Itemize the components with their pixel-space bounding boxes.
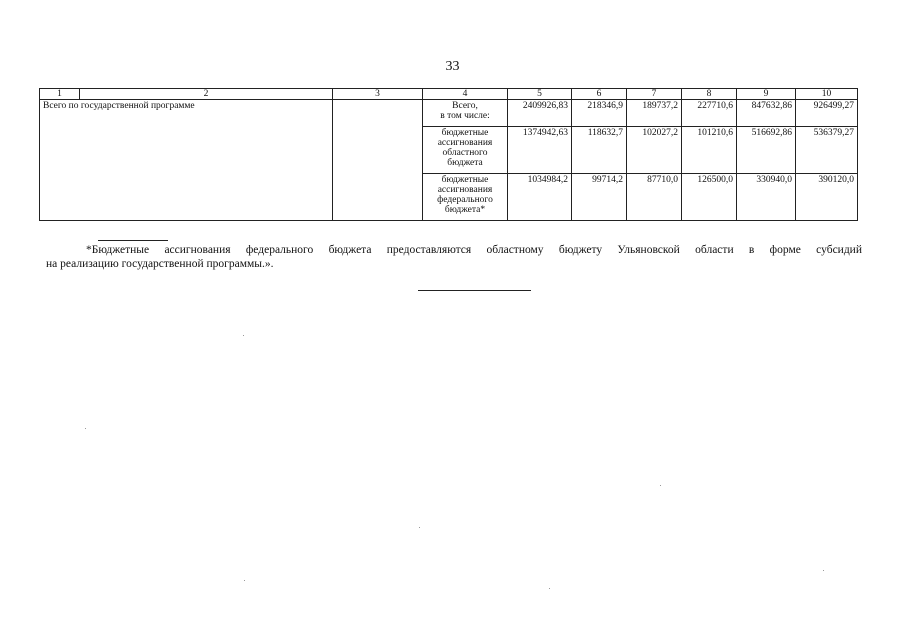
value-cell: 87710,0 bbox=[627, 174, 682, 221]
column-header: 4 bbox=[423, 89, 508, 100]
value-cell: 126500,0 bbox=[682, 174, 737, 221]
value-cell: 227710,6 bbox=[682, 100, 737, 127]
column-header: 8 bbox=[682, 89, 737, 100]
value-cell: 118632,7 bbox=[572, 127, 627, 174]
scan-speck bbox=[419, 527, 420, 528]
row-label: бюджетные ассигнования областного бюджета bbox=[423, 127, 508, 174]
scan-speck bbox=[85, 428, 86, 429]
value-cell: 218346,9 bbox=[572, 100, 627, 127]
scan-speck bbox=[243, 335, 244, 336]
budget-table bbox=[39, 88, 858, 221]
column-header: 7 bbox=[627, 89, 682, 100]
row-title: Всего по государственной программе bbox=[40, 100, 333, 221]
column-header: 2 bbox=[80, 89, 333, 100]
scan-speck bbox=[549, 588, 550, 589]
footnote bbox=[46, 243, 862, 271]
table-header-row bbox=[40, 89, 858, 100]
value-cell: 536379,27 bbox=[796, 127, 858, 174]
value-cell: 101210,6 bbox=[682, 127, 737, 174]
column-header: 3 bbox=[333, 89, 423, 100]
column-header: 5 bbox=[508, 89, 572, 100]
column-header: 1 bbox=[40, 89, 80, 100]
row-label: Всего, в том числе: bbox=[423, 100, 508, 127]
scan-speck bbox=[823, 570, 824, 571]
end-rule bbox=[418, 290, 531, 291]
table-row bbox=[40, 100, 858, 127]
column-header: 10 bbox=[796, 89, 858, 100]
footnote-line: на реализацию государственной программы.». bbox=[46, 258, 274, 270]
value-cell: 330940,0 bbox=[737, 174, 796, 221]
column-header: 6 bbox=[572, 89, 627, 100]
value-cell: 2409926,83 bbox=[508, 100, 572, 127]
value-cell: 102027,2 bbox=[627, 127, 682, 174]
value-cell: 1374942,63 bbox=[508, 127, 572, 174]
row-label: бюджетные ассигнования федерального бюджета* bbox=[423, 174, 508, 221]
page-number: 33 bbox=[445, 59, 460, 74]
value-cell: 99714,2 bbox=[572, 174, 627, 221]
value-cell: 189737,2 bbox=[627, 100, 682, 127]
value-cell: 390120,0 bbox=[796, 174, 858, 221]
value-cell: 1034984,2 bbox=[508, 174, 572, 221]
value-cell: 926499,27 bbox=[796, 100, 858, 127]
empty-cell bbox=[333, 100, 423, 221]
scan-speck bbox=[244, 580, 245, 581]
footnote-line: *Бюджетные ассигнования федерального бюджета предоставляются областному бюджету Ульяновской области в форме субсидий bbox=[86, 244, 862, 256]
value-cell: 847632,86 bbox=[737, 100, 796, 127]
value-cell: 516692,86 bbox=[737, 127, 796, 174]
column-header: 9 bbox=[737, 89, 796, 100]
footnote-separator bbox=[98, 240, 168, 241]
scan-speck bbox=[660, 485, 661, 486]
